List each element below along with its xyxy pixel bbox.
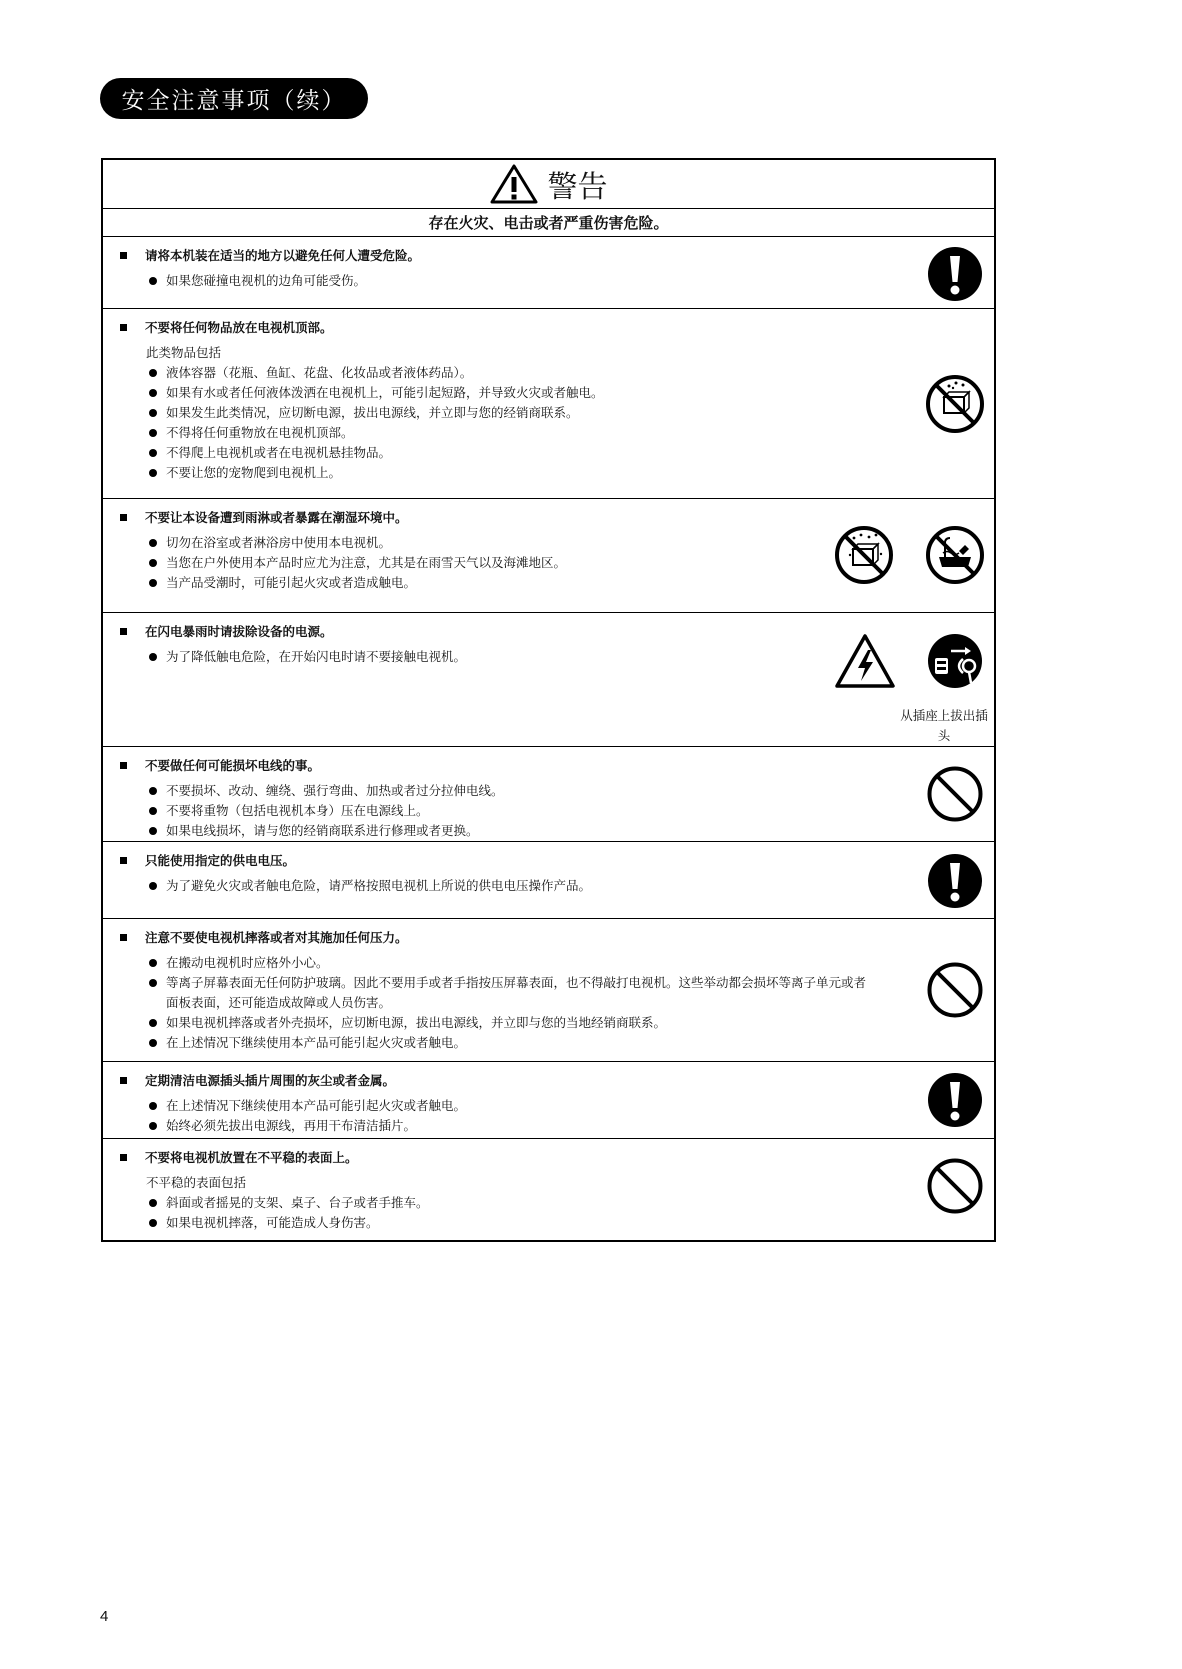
bullet-item: 液体容器（花瓶、鱼缸、花盘、化妆品或者液体药品）。 [146, 363, 604, 383]
bullet-item: 如果电线损坏，请与您的经销商联系进行修理或者更换。 [146, 821, 504, 841]
warning-section [103, 919, 994, 1062]
bullet-item: 为了降低触电危险，在开始闪电时请不要接触电视机。 [146, 647, 466, 667]
mandatory-icon [926, 1071, 984, 1129]
bullet-item: 不要损坏、改动、缠绕、强行弯曲、加热或者过分拉伸电线。 [146, 781, 504, 801]
bullet-item: 始终必须先拔出电源线，再用干布清洁插片。 [146, 1116, 466, 1136]
bullet-item: 如果电视机摔落，可能造成人身伤害。 [146, 1213, 429, 1233]
bullet-item: 如果电视机摔落或者外壳损坏，应切断电源，拔出电源线，并立即与您的当地经销商联系。 [146, 1013, 876, 1033]
bullet-item: 如果您碰撞电视机的边角可能受伤。 [146, 271, 366, 291]
bullet-item: 如果发生此类情况，应切断电源，拔出电源线，并立即与您的经销商联系。 [146, 403, 604, 423]
no-liquid-icon [925, 374, 985, 434]
electric-shock-icon [834, 633, 896, 689]
warning-section [103, 237, 994, 309]
section-header: 安全注意事项（续） [100, 78, 368, 119]
section-title: 请将本机装在适当的地方以避免任何人遭受危险。 [120, 246, 420, 264]
section-intro: 此类物品包括 [146, 345, 222, 360]
prohibited-icon [926, 765, 984, 823]
warning-header [103, 160, 994, 209]
section-title: 不要做任何可能损坏电线的事。 [120, 756, 320, 774]
bullet-item: 当产品受潮时，可能引起火灾或者造成触电。 [146, 573, 566, 593]
warning-section [103, 1139, 994, 1240]
section-title: 定期清洁电源插头插片周围的灰尘或者金属。 [120, 1071, 395, 1089]
warning-subtitle: 存在火灾、电击或者严重伤害危险。 [103, 209, 994, 237]
bullet-item: 等离子屏幕表面无任何防护玻璃。因此不要用手或者手指按压屏幕表面，也不得敲打电视机。这些举动都会损坏等离子单元或者面板表面，还可能造成故障或人员伤害。 [146, 973, 876, 1013]
section-title: 不要让本设备遭到雨淋或者暴露在潮湿环境中。 [120, 508, 408, 526]
prohibited-icon [926, 961, 984, 1019]
bullet-item: 如果有水或者任何液体泼洒在电视机上，可能引起短路，并导致火灾或者触电。 [146, 383, 604, 403]
section-title: 只能使用指定的供电电压。 [120, 851, 295, 869]
prohibited-icon [926, 1157, 984, 1215]
page-number: 4 [100, 1608, 109, 1625]
bullet-item: 在上述情况下继续使用本产品可能引起火灾或者触电。 [146, 1096, 466, 1116]
warning-section [103, 613, 994, 747]
warning-section [103, 499, 994, 613]
mandatory-icon [926, 245, 984, 303]
bullet-item: 切勿在浴室或者淋浴房中使用本电视机。 [146, 533, 566, 553]
section-title: 不要将任何物品放在电视机顶部。 [120, 318, 333, 336]
bullet-item: 不要将重物（包括电视机本身）压在电源线上。 [146, 801, 504, 821]
warning-triangle-icon [490, 163, 538, 205]
no-bath-icon [925, 525, 985, 585]
bullet-item: 为了避免火灾或者触电危险，请严格按照电视机上所说的供电电压操作产品。 [146, 876, 591, 896]
no-wet-icon [834, 525, 894, 585]
bullet-item: 斜面或者摇晃的支架、桌子、台子或者手推车。 [146, 1193, 429, 1213]
section-intro: 不平稳的表面包括 [146, 1175, 247, 1190]
bullet-item: 不要让您的宠物爬到电视机上。 [146, 463, 604, 483]
section-title: 不要将电视机放置在不平稳的表面上。 [120, 1148, 358, 1166]
bullet-item: 不得爬上电视机或者在电视机悬挂物品。 [146, 443, 604, 463]
warning-section [103, 309, 994, 499]
icon-caption: 从插座上拔出插头 [900, 708, 988, 743]
warning-table [101, 158, 996, 1242]
unplug-icon [925, 631, 985, 691]
warning-section [103, 747, 994, 842]
bullet-item: 不得将任何重物放在电视机顶部。 [146, 423, 604, 443]
bullet-item: 在上述情况下继续使用本产品可能引起火灾或者触电。 [146, 1033, 876, 1053]
warning-title: 警告 [547, 170, 608, 205]
section-title: 在闪电暴雨时请拔除设备的电源。 [120, 622, 333, 640]
warning-section [103, 842, 994, 919]
bullet-item: 当您在户外使用本产品时应尤为注意，尤其是在雨雪天气以及海滩地区。 [146, 553, 566, 573]
warning-section [103, 1062, 994, 1139]
section-title: 注意不要使电视机摔落或者对其施加任何压力。 [120, 928, 408, 946]
mandatory-icon [926, 852, 984, 910]
bullet-item: 在搬动电视机时应格外小心。 [146, 953, 876, 973]
